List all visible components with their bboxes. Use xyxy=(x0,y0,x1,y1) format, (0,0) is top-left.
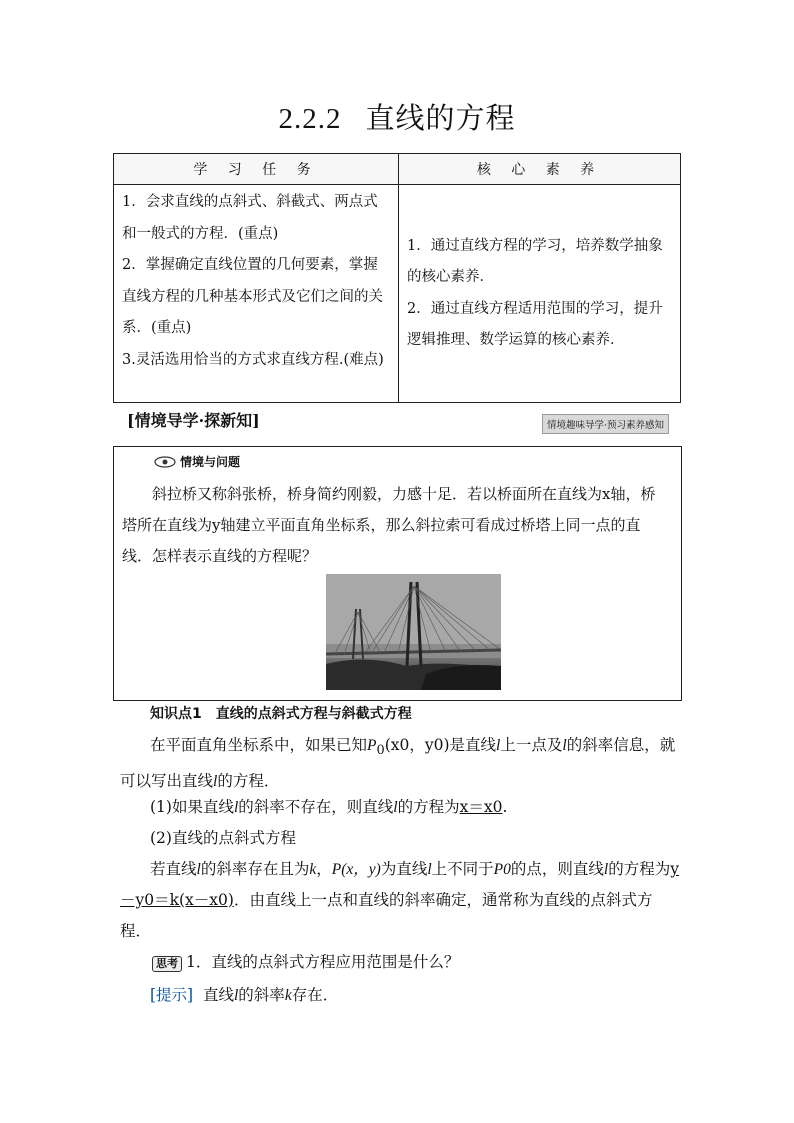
task-item: 2．掌握确定直线位置的几何要素，掌握直线方程的几种基本形式及它们之间的关系．(重点) xyxy=(122,257,383,336)
hint-label: [提示] xyxy=(150,986,194,1004)
section-bar xyxy=(113,408,681,432)
bridge-illustration xyxy=(326,574,501,690)
think-question: 思考 1．直线的点斜式方程应用范围是什么？ xyxy=(120,947,712,978)
task-item: 3.灵活选用恰当的方式求直线方程.(难点) xyxy=(122,351,384,368)
answer-blank: x＝x0 xyxy=(459,798,503,816)
literacy-list xyxy=(399,185,681,403)
knowledge-item-1: (1)如果直线l的斜率不存在，则直线l的方程为x＝x0. xyxy=(150,798,508,816)
col-header-tasks: 学 习 任 务 xyxy=(114,154,399,185)
answer-blank: y－y0＝k(x－x0) xyxy=(120,860,679,909)
knowledge-item-2-body: 若直线l的斜率存在且为k，P(x，y)为直线l上不同于P0的点，则直线l的方程为y－y0＝k(x－x0)．由直线上一点和直线的斜率确定，通常称为直线的点斜式方程． xyxy=(120,860,679,940)
bridge-photo xyxy=(326,574,501,690)
task-list xyxy=(114,185,399,403)
col-header-literacy: 核 心 素 养 xyxy=(399,154,681,185)
scenario-paragraph: 斜拉桥又称斜张桥，桥身简约刚毅，力感十足．若以桥面所在直线为x轴，桥塔所在直线为y轴建立平面直角坐标系，那么斜拉索可看成过桥塔上同一点的直线．怎样表示直线的方程呢？ xyxy=(122,485,656,565)
knowledge-point-title: 知识点1 直线的点斜式方程与斜截式方程 xyxy=(150,706,412,722)
scenario-heading xyxy=(154,453,240,470)
section-label: [情境导学·探新知] xyxy=(127,411,260,430)
knowledge-item-2: (2)直线的点斜式方程 xyxy=(150,829,296,847)
knowledge-intro: 在平面直角坐标系中，如果已知$P_0(x0$，y0)是直线l上一点及l的斜率信息，就可以写出直线l的方程． xyxy=(120,736,676,791)
eye-icon xyxy=(154,456,176,468)
scenario-box xyxy=(113,446,682,701)
page-title xyxy=(0,96,794,137)
task-item: 1．会求直线的点斜式、斜截式、两点式和一般式的方程．(重点) xyxy=(122,194,378,242)
section-tag: 情境趣味导学·预习素养感知 xyxy=(542,414,669,434)
scenario-heading-text: 情境与问题 xyxy=(180,455,241,469)
hint: [提示] 直线l的斜率k存在． xyxy=(150,986,339,1004)
section-number: 2.2.2 xyxy=(278,103,342,135)
literacy-item: 1．通过直线方程的学习，培养数学抽象的核心素养． xyxy=(407,237,663,285)
task-table xyxy=(113,153,681,403)
think-badge: 思考 xyxy=(152,956,182,972)
section-title: 直线的方程 xyxy=(365,101,516,135)
literacy-item: 2．通过直线方程适用范围的学习，提升逻辑推理、数学运算的核心素养． xyxy=(407,300,663,348)
